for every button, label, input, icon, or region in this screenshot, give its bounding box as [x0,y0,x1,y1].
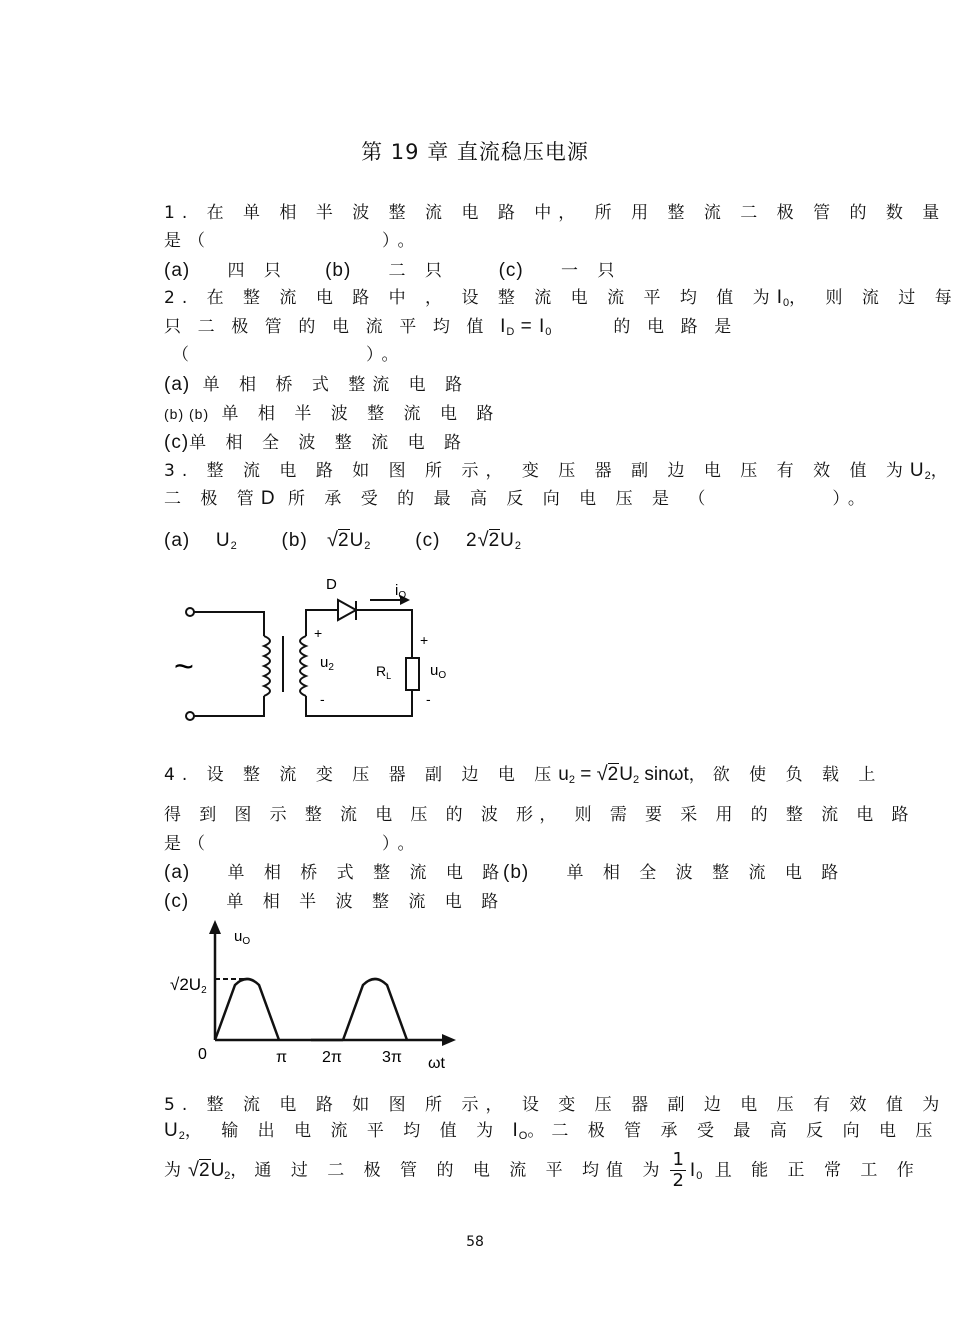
tick-3pi: 3π [382,1049,402,1066]
label-u2-plus: + [314,625,323,641]
q2-line2-post: 的 电 路 是 [613,317,737,337]
page-number: 58 [466,1234,484,1250]
q4-option-c: (c) 单 相 半 波 整 流 电 路 [164,891,506,912]
q5-fraction: $\frac{1}{2}$ [672,1149,684,1191]
q1-line1: 1. 在 单 相 半 波 整 流 电 路 中， 所 用 整 流 二 极 管 的 数 量 [164,203,947,223]
q1-opt-c-label: (c) [498,260,524,281]
q2-line1-text: 2. 在 整 流 电 路 中 ， 设 整 流 电 流 平 均 值 为 [164,288,777,308]
q3-opt-b-label: (b) [281,530,308,551]
q2-line1 [164,283,959,309]
q5-line2: $U_2$， 输 出 电 流 平 均 值 为 $I_O$。二 极 管 承 受 最 高 反 向 电 压 [164,1120,940,1142]
origin-label: 0 [198,1046,207,1063]
chapter-title: 第 19 章 直流稳压电源 [361,140,589,164]
q5-line3: 为$√2U_2$，通 过 二 极 管 的 电 流 平 均值 为 $\frac{1}{2}$ $I_0$ 且 能 正 常 工 作 [164,1149,921,1191]
load-resistor [406,658,419,690]
q2-line2-pre: 只 二 极 管 的 电 流 平 均 值 [164,317,490,337]
q2-line2 [164,312,737,338]
y-axis-label: $u_O$ [234,928,251,947]
q4-line3: 是（ ）。 [164,834,422,854]
q3-options [164,529,521,552]
q1-options [164,256,621,282]
q2-opt-c: (c)单 相 全 波 整 流 电 路 [164,432,468,453]
x-axis-arrow [442,1034,456,1046]
q3-opt-a-value: $U_2$ [215,530,237,552]
q2-opt-a: (a) 单 相 桥 式 整流 电 路 [164,374,470,395]
q3-opt-a-label: (a) [164,530,191,551]
q4-options-row1: (a) 单 相 桥 式 整 流 电 路 [164,862,507,883]
q4-line2: 得 到 图 示 整 流 电 压 的 波 形， 则 需 要 采 用 的 整 流 电 路 [164,805,915,825]
q3-opt-b-value: $√2U_2$ [327,529,371,552]
q4-option-b: (b) 单 相 全 波 整 流 电 路 [503,862,846,883]
q3-opt-c-value: $2√2U_2$ [466,529,522,552]
q4-line1: 4. 设 整 流 变 压 器 副 边 电 压$u_2 = √2U_2$ sinωt，欲 使 负 载 上 [164,763,883,786]
q3-line1: 3. 整 流 电 路 如 图 所 示， 变 压 器 副 边 电 压 有 效 值 为$U_2$， [164,460,955,482]
label-u2: $u_2$ [320,654,334,673]
label-uo-plus: + [420,632,429,648]
q2-line1-post: ， 则 流 过 每 [789,288,959,308]
input-terminal-top [186,608,194,616]
q1-line2-post: ）。 [382,231,422,251]
label-RL: $R_L$ [376,663,392,681]
q1-line2 [164,226,422,251]
label-uo-minus: - [426,691,431,707]
q1-opt-a-label: (a) [164,260,191,281]
rectifier-circuit-diagram [170,570,460,730]
q2-line3: （ ）。 [172,345,406,365]
q2-opt-b: (b) (b) 单 相 半 波 整 流 电 路 [164,404,501,424]
primary-coil [264,636,270,696]
ac-source-symbol: ~ [174,648,194,686]
q1-opt-c-text: 一 只 [560,261,622,281]
q3-opt-c-label: (c) [415,530,441,551]
rectified-wave [215,979,407,1040]
q1-opt-b-label: (b) [325,260,352,281]
input-terminal-bottom [186,712,194,720]
output-waveform-graph [160,918,470,1080]
label-io: $i_O$ [395,582,407,601]
q2-ID-equation: $I_D = I_0$ [500,316,552,338]
q1-line2-pre: 是（ [164,231,212,251]
peak-label: √2U2 [170,975,207,996]
secondary-coil [300,636,306,696]
q3-line2: 二 极 管D 所 承 受 的 最 高 反 向 电 压 是 （ ）。 [164,488,872,509]
q2-I0: $I_0$ [776,287,790,309]
q5-line1: 5. 整 流 电 路 如 图 所 示， 设 变 压 器 副 边 电 压 有 效 值 为 [164,1095,947,1115]
label-uo: $u_O$ [430,662,447,681]
label-u2-minus: - [320,691,325,707]
tick-pi: π [276,1049,288,1066]
q1-opt-a-text: 四 只 [227,261,288,281]
q1-opt-b-text: 二 只 [388,261,449,281]
x-axis-label: ωt [428,1055,445,1072]
diode-triangle [338,600,356,620]
tick-2pi: 2π [322,1049,342,1066]
y-axis-arrow [209,920,221,934]
label-D: D [326,576,337,593]
